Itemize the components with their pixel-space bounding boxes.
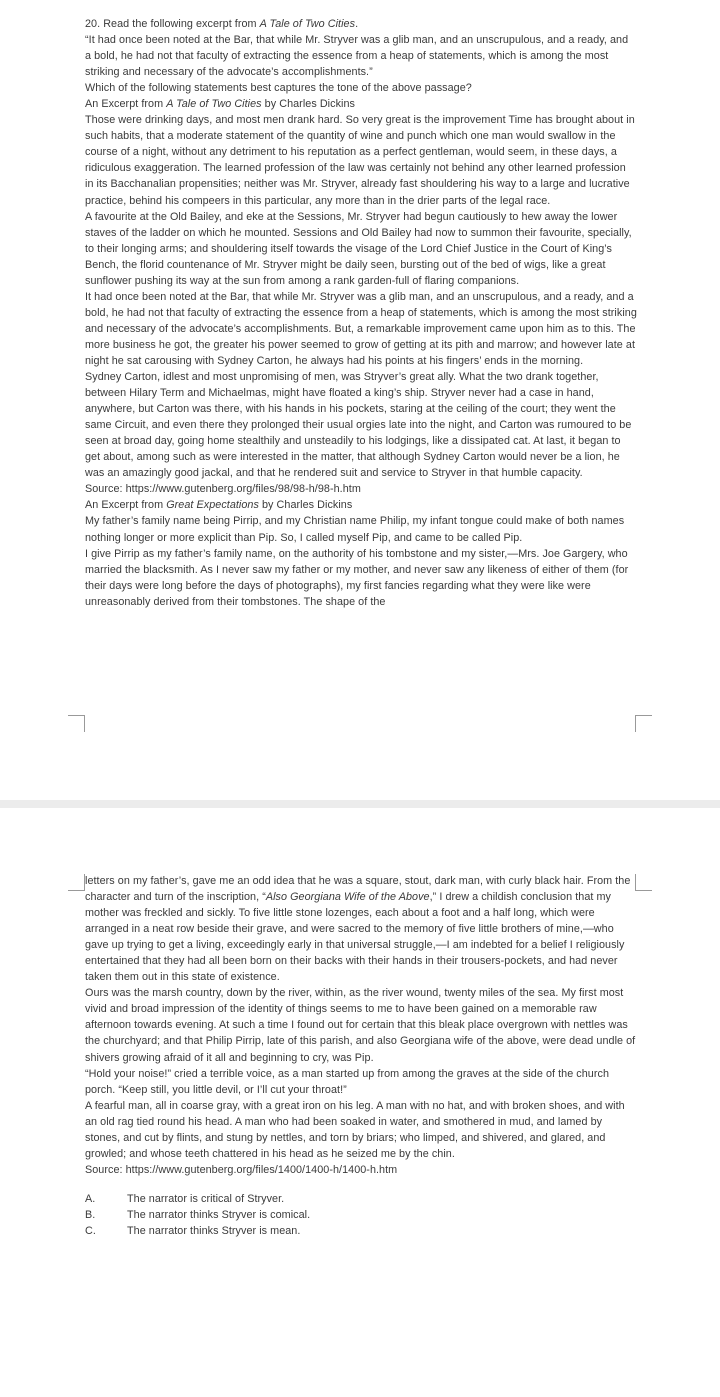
answer-options (85, 1191, 637, 1239)
page-corner-mark (68, 874, 85, 891)
excerpt-paragraph: Ours was the marsh country, down by the river, within, as the river wound, twenty miles of the sea. My first most vivid and broad impression of the identity of things seems to me to have been gained on a memorable raw afternoon towards evening. At such a time I found out for certain that this bleak place overgrown with nettles was the churchyard; and that Philip Pirrip, late of this parish, and also Georgiana wife of the above, were dead undle of shivers growing afraid of it all and beginning to cry, was Pip. (85, 987, 636, 1064)
excerpt-paragraph: It had once been noted at the Bar, that while Mr. Stryver was a glib man, and an unscrupulous, and a ready, and a bold, he had not that faculty of extracting the essence from a heap of statements, which is among the most striking and necessary of the advocate’s accomplishments. But, a remarkable improvement came upon him as to this. The more business he got, the greater his power seemed to grow of getting at its pith and marrow; and however late at night he sat carousing with Sydney Carton, he always had his points at his fingers’ ends in the morning. (85, 290, 637, 367)
page-2-content (85, 873, 637, 1239)
excerpt-paragraph: letters on my father’s, gave me an odd idea that he was a square, stout, dark man, with curly black hair. From the character and turn of the inscription, “Also Georgiana Wife of the Above,” I drew a childish conclusion that my mother was freckled and sickly. To five little stone lozenges, each about a foot and a half long, which were arranged in a neat row beside their grave, and were sacred to the memory of five little brothers of mine,—who gave up trying to get a living, exceedingly early in that universal struggle,—I am indebted for a belief I religiously entertained that they had all been born on their backs with their hands in their trousers-pockets, and had never taken them out in this state of existence. (85, 875, 631, 984)
answer-option-c[interactable] (85, 1223, 637, 1239)
option-text: The narrator thinks Stryver is comical. (127, 1208, 311, 1221)
source-citation: Source: https://www.gutenberg.org/files/98/98-h/98-h.htm (85, 483, 361, 496)
excerpt-heading: An Excerpt from Great Expectations by Charles Dickins (85, 499, 353, 512)
page-1-content (85, 16, 637, 610)
book-title: A Tale of Two Cities (259, 18, 356, 30)
excerpt-paragraph: Sydney Carton, idlest and most unpromising of men, was Stryver’s great ally. What the two drank together, between Hilary Term and Michaelmas, might have floated a king’s ship. Stryver never had a case in hand, anywhere, but Carton was there, with his hands in his pockets, staring at the ceiling of the court; they went the same Circuit, and even there they prolonged their usual orgies late into the night, and Carton was rumoured to be seen at broad day, going home stealthily and unsteadily to his lodgings, like a dissipated cat. At last, it began to get about, among such as were interested in the matter, that although Sydney Carton would never be a lion, he was an amazingly good jackal, and that he rendered suit and service to Stryver in that humble capacity. (85, 371, 632, 480)
option-text: The narrator thinks Stryver is mean. (127, 1224, 301, 1237)
excerpt-paragraph: I give Pirrip as my father’s family name, on the authority of his tombstone and my sister,—Mrs. Joe Gargery, who married the blacksmith. As I never saw my father or my mother, and never saw any likeness of either of them (for their days were long before the days of photographs), my first fancies regarding what they were like were unreasonably derived from their tombstones. The shape of the (85, 547, 629, 608)
source-citation: Source: https://www.gutenberg.org/files/1400/1400-h/1400-h.htm (85, 1163, 398, 1176)
document-page-2 (0, 808, 720, 1397)
page-separator (0, 800, 720, 808)
option-letter: C. (85, 1224, 96, 1237)
page-corner-mark (68, 715, 85, 732)
option-letter: A. (85, 1192, 96, 1205)
excerpt-paragraph: A favourite at the Old Bailey, and eke at the Sessions, Mr. Stryver had begun cautiously to hew away the lower staves of the ladder on which he mounted. Sessions and Old Bailey had now to summon their favourite, specially, to their longing arms; and shouldering itself towards the visage of the Lord Chief Justice in the Court of King’s Bench, the florid countenance of Mr. Stryver might be daily seen, bursting out of the bed of wigs, like a great sunflower pushing its way at the sun from among a rank garden-full of flaring companions. (85, 210, 632, 287)
excerpt-paragraph: My father’s family name being Pirrip, and my Christian name Philip, my infant tongue could make of both names nothing longer or more explicit than Pip. So, I called myself Pip, and came to be called Pip. (85, 515, 625, 544)
excerpt-heading: An Excerpt from A Tale of Two Cities by Charles Dickins (85, 98, 355, 111)
option-letter: B. (85, 1208, 96, 1221)
option-text: The narrator is critical of Stryver. (127, 1192, 285, 1205)
inscription-text: Also Georgiana Wife of the Above (265, 891, 430, 904)
question-quote: “It had once been noted at the Bar, that while Mr. Stryver was a glib man, and an unscrupulous, and a ready, and a bold, he had not that faculty of extracting the essence from a heap of statements, which is among the most striking and necessary of the advocate’s accomplishments.” (85, 34, 629, 79)
book-title: A Tale of Two Cities (166, 98, 262, 111)
page-corner-mark (635, 874, 652, 891)
answer-option-b[interactable] (85, 1207, 637, 1223)
excerpt-paragraph: “Hold your noise!” cried a terrible voice, as a man started up from among the graves at the side of the church porch. “Keep still, you little devil, or I’ll cut your throat!” (85, 1067, 610, 1096)
page-corner-mark (635, 715, 652, 732)
answer-option-a[interactable] (85, 1191, 637, 1207)
excerpt-paragraph: A fearful man, all in coarse gray, with a great iron on his leg. A man with no hat, and with broken shoes, and with an old rag tied round his head. A man who had been soaked in water, and smothered in mud, and lamed by stones, and cut by flints, and stung by nettles, and torn by briars; who limped, and shivered, and glared, and growled; and whose teeth chattered in his head as he seized me by the chin. (85, 1099, 625, 1160)
excerpt-paragraph: Those were drinking days, and most men drank hard. So very great is the improvement Time has brought about in such habits, that a moderate statement of the quantity of wine and punch which one man would swallow in the course of a night, without any detriment to his reputation as a perfect gentleman, would seem, in these days, a ridiculous exaggeration. The learned profession of the law was certainly not behind any other learned profession in its Bacchanalian propensities; neither was Mr. Stryver, already fast shouldering his way to a large and lucrative practice, behind his compeers in this particular, any more than in the drier parts of the legal race. (85, 114, 635, 207)
question-stem: 20. Read the following excerpt from A Tale of Two Cities. (85, 18, 359, 30)
question-prompt: Which of the following statements best captures the tone of the above passage? (85, 82, 472, 95)
book-title: Great Expectations (166, 499, 259, 512)
